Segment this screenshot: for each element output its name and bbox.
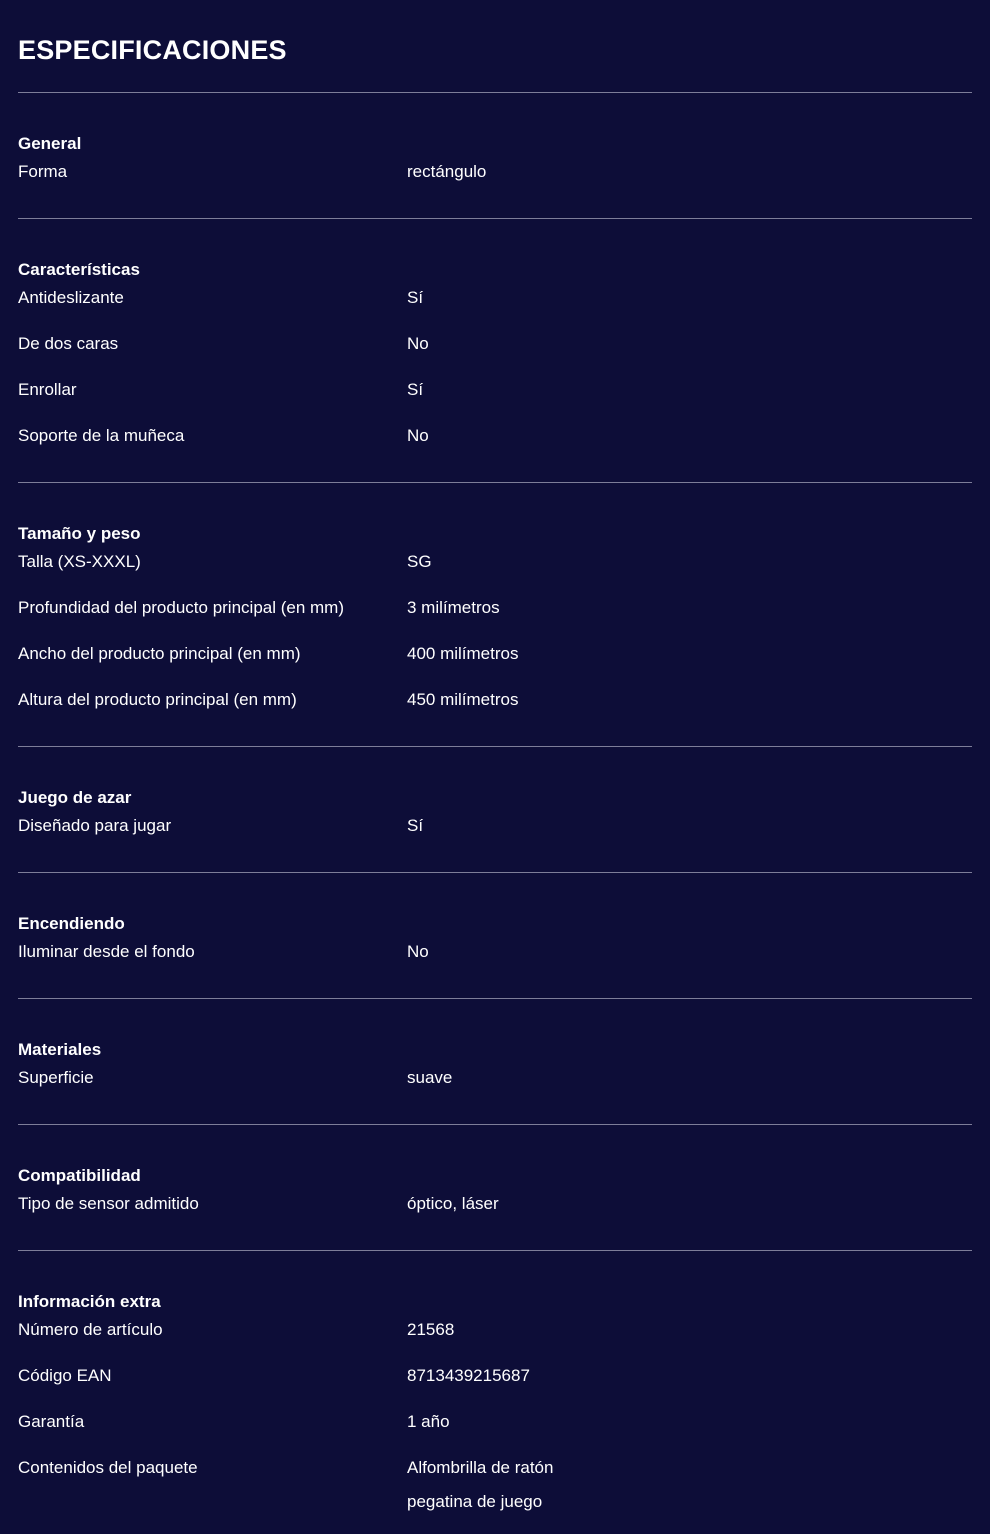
section-title: Materiales	[18, 1040, 102, 1059]
spec-value: pegatina de juego	[407, 1492, 543, 1511]
spec-label: Antideslizante	[18, 288, 124, 307]
spec-label: Iluminar desde el fondo	[18, 942, 195, 961]
spec-value: SG	[407, 552, 432, 571]
spec-label: Altura del producto principal (en mm)	[18, 690, 297, 709]
section-title: General	[18, 134, 82, 153]
spec-label: Garantía	[18, 1412, 85, 1431]
section-divider	[18, 482, 972, 483]
section-divider	[18, 872, 972, 873]
spec-label: Talla (XS-XXXL)	[18, 552, 141, 571]
section-title: Compatibilidad	[18, 1166, 141, 1185]
section-title: Encendiendo	[18, 914, 125, 933]
spec-label: Ancho del producto principal (en mm)	[18, 644, 301, 663]
spec-label: Superficie	[18, 1068, 94, 1087]
spec-value: 450 milímetros	[407, 690, 519, 709]
spec-value: No	[407, 942, 429, 961]
section-title: Características	[18, 260, 140, 279]
section-divider	[18, 92, 972, 93]
spec-label: Código EAN	[18, 1366, 112, 1385]
section-divider	[18, 1124, 972, 1125]
spec-label: Profundidad del producto principal (en mm)	[18, 598, 345, 617]
section-title: Juego de azar	[18, 788, 132, 807]
section-title: Información extra	[18, 1292, 161, 1311]
section-divider	[18, 1250, 972, 1251]
spec-value: 8713439215687	[407, 1366, 530, 1385]
spec-value: rectángulo	[407, 162, 487, 181]
spec-label: Soporte de la muñeca	[18, 426, 185, 445]
spec-value: 21568	[407, 1320, 455, 1339]
spec-value: Sí	[407, 380, 424, 399]
spec-value: Sí	[407, 816, 424, 835]
spec-value: 1 año	[407, 1412, 450, 1431]
section-divider	[18, 218, 972, 219]
spec-value: No	[407, 426, 429, 445]
spec-value: Sí	[407, 288, 424, 307]
spec-value: No	[407, 334, 429, 353]
spec-label: Enrollar	[18, 380, 77, 399]
spec-label: De dos caras	[18, 334, 119, 353]
spec-label: Contenidos del paquete	[18, 1458, 198, 1477]
spec-value: 3 milímetros	[407, 598, 500, 617]
section-divider	[18, 746, 972, 747]
spec-value: suave	[407, 1068, 453, 1087]
section-divider	[18, 998, 972, 999]
spec-label: Diseñado para jugar	[18, 816, 172, 835]
spec-value: 400 milímetros	[407, 644, 519, 663]
page-title: ESPECIFICACIONES	[18, 35, 287, 65]
section-title: Tamaño y peso	[18, 524, 141, 543]
spec-value: Alfombrilla de ratón	[407, 1458, 554, 1477]
spec-label: Número de artículo	[18, 1320, 163, 1339]
spec-label: Tipo de sensor admitido	[18, 1194, 199, 1213]
spec-label: Forma	[18, 162, 68, 181]
spec-value: óptico, láser	[407, 1194, 499, 1213]
